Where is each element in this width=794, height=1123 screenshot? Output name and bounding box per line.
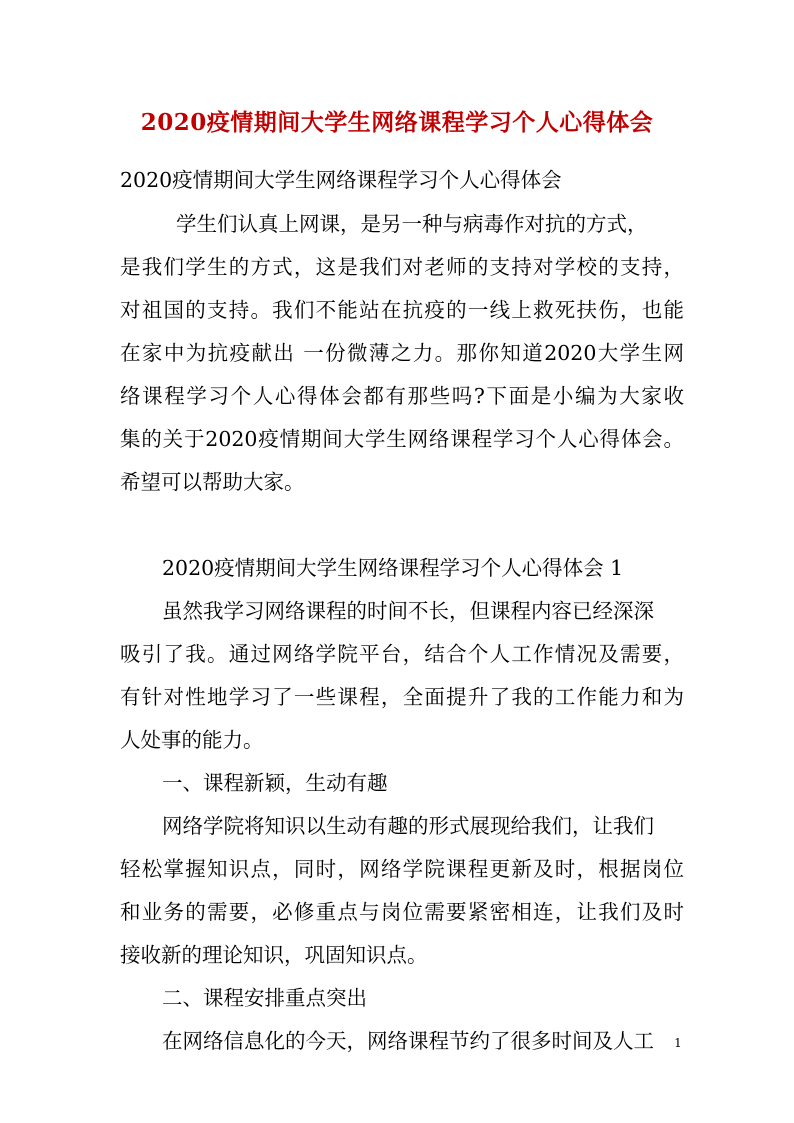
document-subtitle: 2020疫情期间大学生网络课程学习个人心得体会	[120, 168, 562, 192]
para2-line-2: 轻松掌握知识点，同时，网络学院课程更新及时，根据岗位	[120, 857, 684, 881]
para1-line-4: 人处事的能力。	[120, 728, 264, 752]
heading-2: 二、课程安排重点突出	[162, 986, 367, 1010]
para2-line-1: 网络学院将知识以生动有趣的形式展现给我们，让我们	[162, 814, 654, 838]
page-number: 1	[674, 1036, 682, 1050]
heading-1: 一、课程新颖，生动有趣	[162, 771, 388, 795]
para2-line-3: 和业务的需要，必修重点与岗位需要紧密相连，让我们及时	[120, 900, 684, 924]
para2-line-4: 接收新的理论知识，巩固知识点。	[120, 943, 428, 967]
intro-line-7: 希望可以帮助大家。	[120, 470, 305, 494]
para1-line-1: 虽然我学习网络课程的时间不长，但课程内容已经深深	[162, 599, 654, 623]
intro-line-6: 集的关于2020疫情期间大学生网络课程学习个人心得体会。	[120, 427, 684, 451]
intro-line-2: 是我们学生的方式，这是我们对老师的支持对学校的支持，	[120, 255, 684, 279]
intro-line-4: 在家中为抗疫献出 一份微薄之力。那你知道2020大学生网	[120, 341, 684, 365]
document-title: 2020疫情期间大学生网络课程学习个人心得体会	[140, 109, 654, 136]
intro-line-5: 络课程学习个人心得体会都有那些吗?下面是小编为大家收	[120, 384, 684, 408]
para1-line-2: 吸引了我。通过网络学院平台，结合个人工作情况及需要，	[120, 642, 684, 666]
intro-line-1: 学生们认真上网课，是另一种与病毒作对抗的方式，	[176, 212, 648, 236]
para3-line-1: 在网络信息化的今天，网络课程节约了很多时间及人工	[162, 1029, 654, 1053]
section-title: 2020疫情期间大学生网络课程学习个人心得体会 1	[162, 556, 624, 580]
para1-line-3: 有针对性地学习了一些课程，全面提升了我的工作能力和为	[120, 685, 684, 709]
intro-line-3: 对祖国的支持。我们不能站在抗疫的一线上救死扶伤，也能	[120, 298, 684, 322]
